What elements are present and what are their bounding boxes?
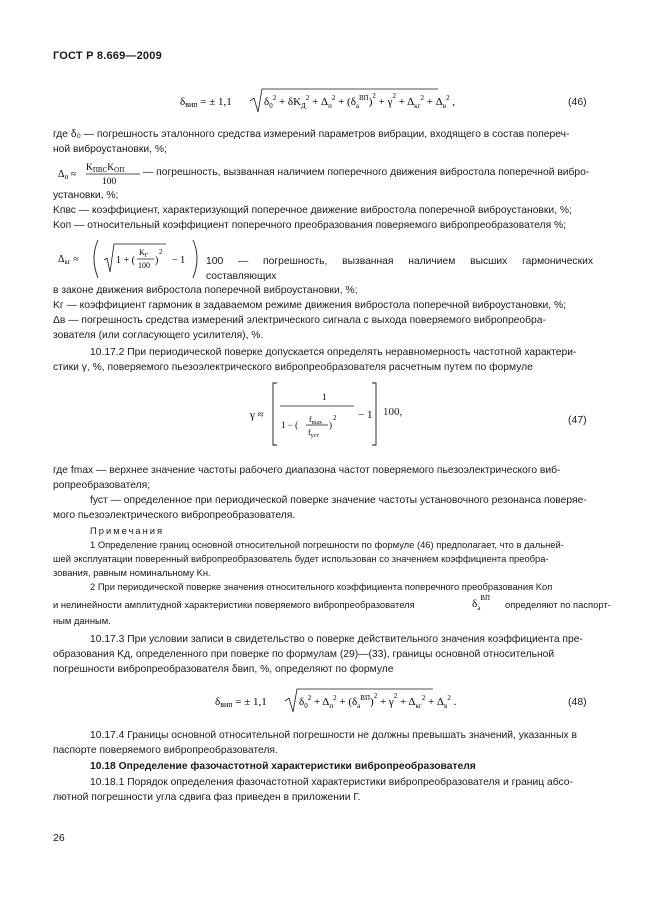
svg-text:KГ: $K_Г$ [139,248,149,259]
formula-48 [215,686,455,716]
svg-text:): ) [155,255,159,266]
paragraph-10-18-1-line1: 10.18.1 Порядок определения фазочастотной характеристики вибропреобразователя и границ абсо- [90,777,573,788]
svg-text:δвип = ± 1,1: δвип = ± 1,1 [215,696,267,709]
paragraph-10-17-3-line2: образования Kд, определенного при поверке по формулам (29)—(33), границы основной относительной [53,649,555,660]
note2-line2b: определяют по паспорт- [505,599,611,610]
svg-text:100: 100 [138,261,150,270]
svg-text:fуст: $f_{уст}$ [308,428,319,439]
page-number: 26 [53,832,65,844]
svg-text:1 − (: 1 − ( [281,420,299,430]
paragraph-10-17-4-line2: паспорте поверяемого вибропреобразователя. [53,745,278,756]
delta-a-vp-symbol [470,590,500,614]
delta-v-line2: зователя (или согласующего усилителя), %. [53,330,264,341]
formula-delta-p [58,159,143,189]
svg-text:2: 2 [159,248,163,256]
svg-text:δ02 + δKД2 + Δп2 + (δаВП)2 + γ: $\delta_0^2 + \delta K_Д^2 + \Delta_п^2 + (\delta_а^{ВП})^2 + \gamma^2 + \Delta_{кг}^2 + \Delta_в^2$ , [264,92,456,110]
note2-line1: 2 При периодической поверке значения относительного коэффициента поперечного преобразования Kоп [90,581,553,592]
paragraph-10-17-3-line3: погрешности вибропреобразователя δвип, %, определяют по формуле [53,664,394,675]
svg-text:1 + (: 1 + ( [116,255,135,266]
formula-delta-kg [58,236,208,282]
formula-47-tail: 100, [383,406,403,418]
equation-number-47: (47) [568,414,587,426]
kg-line: Kг — коэффициент гармоник в задаваемом режиме движения вибростола поперечной виброустановки, %; [53,300,566,311]
paragraph-10-17-2-line1: 10.17.2 При периодической поверке допускается определять неравномерность частотной характери- [90,347,577,358]
setup-pct-1: установки, %; [53,190,119,201]
note2-line3: ным данным. [53,615,111,626]
formula-47 [250,378,380,450]
where-delta0-line1: где δ₀ — погрешность эталонного средства измерений параметров вибрации, входящего в состав попереч- [53,129,570,140]
note1-line2: шей эксплуатации поверенный вибропреобразователь будет использован со значением коэффициента преобра- [53,553,549,564]
note1-line3: зования, равным номинальному Kн. [53,567,211,578]
fust-line2: мого пьезоэлектрического вибропреобразователя. [53,510,296,521]
where-delta0-line2: ной виброустановки, %; [53,144,167,155]
document-header: ГОСТ Р 8.669—2009 [53,50,162,62]
formula-46 [180,86,480,116]
notes-title: Примечания [90,525,165,536]
equation-number-46: (46) [568,96,587,108]
kop-line: Kоп — относительный коэффициент поперечного преобразования поверяемого вибропреобразователя %; [53,220,567,231]
svg-text:− 1: − 1 [172,255,186,266]
fmax-line1: где fmax — верхнее значение частоты рабочего диапазона частот поверяемого пьезоэлектрического виб- [53,465,561,476]
svg-text:2: 2 [333,414,337,422]
svg-text:δвип = ± 1,1: δвип = ± 1,1 [180,96,232,109]
svg-text:Δкг ≈: $\Delta_{кг}$ ≈ [58,254,79,266]
svg-text:Δп ≈: $\Delta_п$ ≈ [58,169,77,181]
delta-v-line1: Δв — погрешность средства измерений электрического сигнала с выхода поверяемого вибропреобра- [53,315,546,326]
svg-text:− 1: − 1 [358,409,373,421]
delta-kg-description: 100 — погрешность, вызванная наличием высших гармонических составляющих [206,256,593,282]
paragraph-10-17-4-line1: 10.17.4 Границы основной относительной погрешности не должны превышать значений, указанных в [90,730,577,741]
paragraph-10-17-3-line1: 10.17.3 При условии записи в свидетельство о поверке действительного значения коэффициента пре- [90,634,583,645]
law-line: в законе движения вибростола поперечной виброустановки, %; [53,285,358,296]
note1-line1: 1 Определение границ основной относительной погрешности по формуле (46) предполагает, что в дальней- [90,539,564,550]
note2-line2a: и нелинейности амплитудной характеристики поверяемого вибропреобразователя [53,599,415,610]
fust-line1: fуст — определенное при периодической поверке значение частоты установочного резонанса поверяе- [90,495,587,506]
svg-text:100: 100 [102,177,117,187]
paragraph-10-17-2-line2: стики γ, %, поверяемого пьезоэлектрического вибропреобразователя расчетным путем по формуле [53,362,533,373]
svg-text:): ) [329,420,332,430]
svg-text:fmax: $f_{max}$ [309,415,323,426]
paragraph-10-18-1-line2: лютной погрешности угла сдвига фаз приведен в приложении Г. [53,792,361,803]
section-10-18-heading: 10.18 Определение фазочастотной характеристики вибропреобразователя [90,761,476,772]
kpvs-line: Kпвс — коэффициент, характеризующий поперечное движение вибростола поперечной виброустановки, %; [53,205,572,216]
svg-text:KПВСKОП: $K_{ПВС}K_{ОП}$ [86,163,125,174]
svg-text:δаВП: $\delta_а^{ВП}$ [472,594,491,612]
svg-text:δ02 + Δп2 + (δаВП)2 + γ2 + Δкг: $\delta_0^2 + \Delta_п^2 + (\delta_а^{ВП})^2 + \gamma^2 + \Delta_{кг}^2 + \Delta_в^2$ . [299,692,457,710]
equation-number-48: (48) [568,696,587,708]
fmax-line2: ропреобразователя; [53,480,151,491]
svg-text:1: 1 [322,392,327,402]
delta-p-description: — погрешность, вызванная наличием поперечного движения вибростола поперечной вибро- [143,167,590,178]
svg-text:γ ≈: γ ≈ [250,409,264,421]
